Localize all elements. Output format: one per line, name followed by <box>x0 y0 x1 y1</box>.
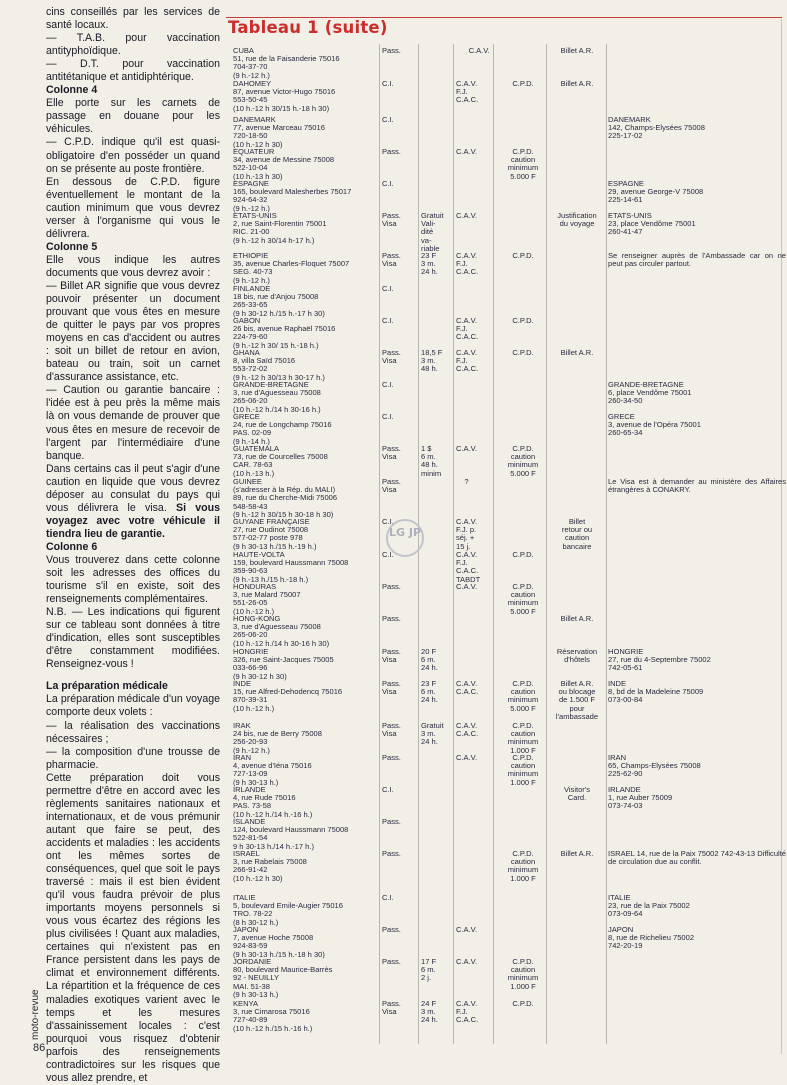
section-heading <box>46 541 220 554</box>
row-document: Pass. Visa <box>382 348 401 366</box>
row-document: C.I. <box>382 284 394 293</box>
paragraph-text: N.B. — Les indications qui figurent sur ce tableau sont données à titre d'indication, elles sont susceptibles d'être constamment modifiées. Renseignez-vous ! <box>46 606 220 671</box>
row-document: Pass. <box>382 582 401 591</box>
article-paragraph <box>46 693 220 719</box>
library-stamp: LG JP <box>386 519 424 557</box>
row-other-documents: Billet A.R. <box>560 46 594 55</box>
row-cpd-caution: C.P.D. <box>512 79 534 88</box>
row-country-address: ETATS-UNIS 2, rue Saint-Florentin 75001 RIC. 21-00 (9 h.-12 h 30/14 h-17 h.) <box>233 211 327 245</box>
row-country-address: INDE 15, rue Alfred-Dehodencq 75016 870-39-31 (10 h.-12 h.) <box>233 679 343 713</box>
row-document: Pass. <box>382 957 401 966</box>
row-visa-fee: 23 F 6 m. 24 h. <box>421 679 438 705</box>
row-country-address: HONDURAS 3, rue Malard 75007 551-26-05 (10 h.-12 h.) <box>233 582 301 616</box>
row-country-address: DANEMARK 77, avenue Marceau 75016 720-18-50 (10 h.-12 h 30) <box>233 115 325 149</box>
article-paragraph <box>46 606 220 671</box>
article-paragraph <box>46 280 220 384</box>
paragraph-text: Colonne 6 <box>46 540 98 553</box>
row-document: Pass. Visa <box>382 444 401 462</box>
row-country-address: ETHIOPIE 35, avenue Charles-Floquet 75007 SEG. 40-73 (9 h.-12 h.) <box>233 251 350 285</box>
paragraph-text: La préparation médicale <box>46 680 168 693</box>
row-country-address: FINLANDE 18 bis, rue d'Anjou 75008 265-33-65 (9 h 30-12 h./15 h.-17 h 30) <box>233 284 325 318</box>
row-visa-fee: 20 F 6 m. 24 h. <box>421 647 438 673</box>
row-other-documents: Billet A.R. <box>560 348 594 357</box>
article-paragraph <box>46 463 220 541</box>
paragraph-text: Elle porte sur les carnets de passage en douane pour les véhicules. <box>46 97 220 136</box>
article-paragraph <box>46 97 220 136</box>
row-country-address: JAPON 7, avenue Hoche 75008 924-83-59 (9 h 30-13 h./15 h.-18 h 30) <box>233 925 325 959</box>
article-paragraph <box>46 554 220 606</box>
row-document: C.I. <box>382 785 394 794</box>
paragraph-text: cins conseillés par les services de santé locaux. <box>46 6 220 32</box>
row-formalities: C.A.V. <box>456 147 478 156</box>
paragraph-text: La préparation médicale d'un voyage comporte deux volets : <box>46 693 220 719</box>
row-visa-fee: 1 $ 6 m. 48 h. minim <box>421 444 442 478</box>
paragraph-text: — C.P.D. indique qu'il est quasi-obligatoire d'en posséder un quand on se présente au poste frontière. <box>46 136 220 175</box>
article-paragraph <box>46 136 220 175</box>
row-formalities: ? <box>456 477 469 486</box>
row-visa-fee: 18,5 F 3 m. 48 h. <box>421 348 443 374</box>
row-formalities: C.A.V. <box>456 46 490 55</box>
section-heading <box>46 241 220 254</box>
row-formalities: C.A.V. C.A.C. <box>456 721 479 739</box>
row-document: C.I. <box>382 550 394 559</box>
row-document: C.I. <box>382 517 394 526</box>
row-other-documents: Visitor's Card. <box>563 785 591 803</box>
row-country-address: CUBA 51, rue de la Faisanderie 75016 704-37-70 (9 h.-12 h.) <box>233 46 340 80</box>
row-country-address: GUATEMALA 73, rue de Courcelles 75008 CAR. 78-63 (10 h.-13 h.) <box>233 444 328 478</box>
row-document: C.I. <box>382 179 394 188</box>
row-document: Pass. Visa <box>382 251 401 269</box>
row-formalities: C.A.V. F.J. C.A.C. <box>456 999 479 1025</box>
row-formalities: C.A.V. F.J. C.A.C. <box>456 348 479 374</box>
row-country-address: HONG-KONG 3, rue d'Aguesseau 75008 265-06-20 (10 h.-12 h./14 h 30-16 h 30) <box>233 614 330 648</box>
paragraph-text: — la réalisation des vaccinations nécessaires ; <box>46 719 220 745</box>
paragraph-text: — Billet AR signifie que vous devrez pouvoir présenter un document prouvant que vous êtes en mesure de quitter le pays par vos propres moyens en cas d'accident ou autres : soit un billet de retour en avion, bateau ou train, soit un carnet d'assurance assistance, etc. <box>46 279 220 384</box>
article-paragraph <box>46 6 220 32</box>
row-country-address: DAHOMEY 87, avenue Victor-Hugo 75016 553-50-45 (10 h.-12 h 30/15 h.-18 h 30) <box>233 79 336 113</box>
row-other-documents: Réservation d'hôtels <box>556 647 598 665</box>
row-country-address: GHANA 8, villa Saïd 75016 553-72-02 (9 h.-12 h 30/13 h 30-17 h.) <box>233 348 325 382</box>
row-country-address: HAUTE-VOLTA 159, boulevard Haussmann 75008 359-90-63 (9 h.-13 h./15 h.-18 h.) <box>233 550 349 584</box>
row-formalities: C.A.V. F.J. C.A.C. <box>456 251 479 277</box>
row-other-documents: Billet A.R. <box>560 79 594 88</box>
row-country-address: ISRAEL 3, rue Rabelais 75008 266-91-42 (10 h.-12 h 30) <box>233 849 307 883</box>
row-country-address: GUINEE (s'adresser à la Rép. du MALI) 89, rue du Cherche-Midi 75006 548-58-43 (9 h.-12 h 30/15 h 30-18 h 30) <box>233 477 338 519</box>
magazine-name: moto-revue <box>30 989 41 1040</box>
row-country-address: GABON 26 bis, avenue Raphaël 75016 224-79-60 (9 h.-12 h 30/ 15 h.-18 h.) <box>233 316 336 350</box>
row-tourism-office: JAPON 8, rue de Richelieu 75002 742-20-19 <box>608 925 695 951</box>
row-cpd-caution: C.P.D. caution minimum 5.000 F <box>507 582 539 616</box>
row-other-documents: Billet A.R. <box>560 614 594 623</box>
row-country-address: ISLANDE 124, boulevard Haussmann 75008 522-81-54 9 h 30-13 h./14 h.-17 h.) <box>233 817 349 851</box>
row-document: Pass. Visa <box>382 211 401 229</box>
row-cpd-caution: C.P.D. <box>512 251 534 260</box>
article-paragraph <box>46 772 220 1085</box>
row-tourism-office: DANEMARK 142, Champs-Elysées 75008 225-17-02 <box>608 115 705 141</box>
article-paragraph <box>46 254 220 280</box>
row-country-address: GRANDE-BRETAGNE 3, rue d'Aguesseau 75008 265-06-20 (10 h.-12 h./14 h 30-16 h.) <box>233 380 321 414</box>
row-formalities: C.A.V. <box>456 211 478 220</box>
row-tourism-office: ITALIE 23, rue de la Paix 75002 073-09-64 <box>608 893 690 919</box>
row-document: Pass. Visa <box>382 477 401 495</box>
row-visa-fee: 17 F 6 m. 2 j. <box>421 957 437 983</box>
paragraph-text: Elle vous indique les autres documents que vous devrez avoir : <box>46 253 220 279</box>
row-document: Pass. Visa <box>382 999 401 1017</box>
row-country-address: IRLANDE 4, rue Rude 75016 PAS. 73-58 (10 h.-12 h./14 h.-16 h.) <box>233 785 313 819</box>
row-tourism-office: IRAN 65, Champs-Elysées 75008 225-62-90 <box>608 753 701 779</box>
article-paragraph <box>46 32 220 58</box>
row-formalities: C.A.V. <box>456 753 478 762</box>
paragraph-text: Cette préparation doit vous permettre d'être en accord avec les règlements sanitaires nationaux et internationaux, et de vous prémunir autant que faire se peut, des accidents et maladies : les accidents ont les mêmes sortes de conséquences, quel que soit le pays traversé : mais il est bien évident qu'il vous faudra prévoir de plus importants moyens personnels si vous vous écartez des régions les plus civilisées ! Quant aux maladies, certaines qui n'existent pas en France persistent dans les pays de climat et environnement différents. La répartition et la fréquence de ces maladies exotiques varient avec le temps et les mesures d'assainissement locales : c'est pourquoi vous risquez d'obtenir parfois des renseignements contradictoires sur les risques que vous allez prendre, et <box>46 771 220 1084</box>
row-document: Pass. Visa <box>382 647 401 665</box>
paragraph-text: — D.T. pour vaccination antitétanique et antidiphtérique. <box>46 58 220 84</box>
row-country-address: KENYA 3, rue Cimarosa 75016 727-40-89 (10 h.-12 h./15 h.-16 h.) <box>233 999 313 1033</box>
row-cpd-caution: C.P.D. caution minimum 1.000 F <box>507 753 539 787</box>
row-other-documents: Billet A.R. ou blocage de 1.500 F pour l'ambassade <box>555 679 599 721</box>
row-country-address: GUYANE FRANÇAISE 27, rue Oudinot 75008 577-02-77 poste 978 (9 h 30-13 h./15 h.-19 h.) <box>233 517 317 551</box>
row-tourism-office: Le Visa est à demander au ministère des Affaires étrangères à CONAKRY. <box>608 477 786 495</box>
article-paragraph <box>46 746 220 772</box>
row-tourism-office: IRLANDE 1, rue Auber 75009 073-74-03 <box>608 785 673 811</box>
row-cpd-caution: C.P.D. caution minimum 5.000 F <box>507 679 539 713</box>
row-formalities: C.A.V. <box>456 582 478 591</box>
row-cpd-caution: C.P.D. caution minimum 1.000 F <box>507 721 539 755</box>
paragraph-text: — Caution ou garantie bancaire : l'idée est à peu près la même mais là on vous demande de prouver que vous êtes en mesure de recevoir de l'argent par l'intermédiaire d'une banque. <box>46 384 220 462</box>
article-column <box>46 6 220 1085</box>
row-document: Pass. Visa <box>382 721 401 739</box>
row-cpd-caution: C.P.D. <box>512 550 534 559</box>
row-cpd-caution: C.P.D. caution minimum 1.000 F <box>507 957 539 991</box>
row-visa-fee: 23 F 3 m. 24 h. <box>421 251 438 277</box>
row-cpd-caution: C.P.D. <box>512 348 534 357</box>
paragraph-text: Colonne 4 <box>46 84 98 97</box>
row-formalities: C.A.V. F.J. C.A.C. TABDT <box>456 550 481 584</box>
table-title: Tableau 1 (suite) <box>228 18 388 37</box>
paragraph-bold-text: Si vous voyagez avec votre véhicule il tiendra lieu de garantie. <box>46 501 220 540</box>
row-document: C.I. <box>382 316 394 325</box>
section-heading <box>46 680 220 693</box>
row-document: C.I. <box>382 79 394 88</box>
paragraph-text: — T.A.B. pour vaccination antityphoïdique. <box>46 32 220 58</box>
row-country-address: ITALIE 5, boulevard Emile-Augier 75016 TRO. 78-22 (8 h 30-12 h.) <box>233 893 343 927</box>
row-visa-fee: 24 F 3 m. 24 h. <box>421 999 438 1025</box>
article-paragraph <box>46 720 220 746</box>
row-cpd-caution: C.P.D. <box>512 999 534 1008</box>
section-heading <box>46 84 220 97</box>
row-country-address: JORDANIE 80, boulevard Maurice-Barrès 92 - NEUILLY MAI. 51-38 (9 h 30-13 h.) <box>233 957 333 999</box>
row-document: Pass. <box>382 753 401 762</box>
row-document: Pass. <box>382 614 401 623</box>
row-formalities: C.A.V. F.J. C.A.C. <box>456 316 479 342</box>
paragraph-text: Vous trouverez dans cette colonne soit les adresses des offices du tourisme s'il en existe, soit des renseignements complémentaires. <box>46 553 220 606</box>
row-country-address: IRAK 24 bis, rue de Berry 75008 256-20-93 (9 h.-12 h.) <box>233 721 322 755</box>
row-document: C.I. <box>382 380 394 389</box>
row-cpd-caution: C.P.D. caution minimum 5.000 F <box>507 147 539 181</box>
page-number: 86 <box>33 1042 46 1054</box>
row-document: Pass. <box>382 147 401 156</box>
row-formalities: C.A.V. F.J. C.A.C. <box>456 79 479 105</box>
row-other-documents: Justification du voyage <box>557 211 597 229</box>
row-other-documents: Billet retour ou caution bancaire <box>561 517 593 551</box>
article-paragraph <box>46 58 220 84</box>
row-cpd-caution: C.P.D. caution minimum 1.000 F <box>507 849 539 883</box>
page-edge <box>781 19 782 1054</box>
paragraph-text: — la composition d'une trousse de pharmacie. <box>46 745 220 771</box>
row-country-address: GRECE 24, rue de Longchamp 75016 PAS. 02-09 (9 h.-14 h.) <box>233 412 332 446</box>
row-cpd-caution: C.P.D. caution minimum 5.000 F <box>507 444 539 478</box>
row-formalities: C.A.V. C.A.C. <box>456 679 479 697</box>
row-country-address: EQUATEUR 34, avenue de Messine 75008 522-10-04 (10 h.-13 h 30) <box>233 147 335 181</box>
row-tourism-office: GRANDE-BRETAGNE 6, place Vendôme 75001 260-34-50 <box>608 380 692 406</box>
row-document: C.I. <box>382 115 394 124</box>
row-document: Pass. <box>382 849 401 858</box>
row-visa-fee: Gratuit 3 m. 24 h. <box>421 721 444 747</box>
column-divider <box>493 44 494 1044</box>
row-tourism-office: ISRAEL 14, rue de la Paix 75002 742-43-13 Difficulté de circulation due au conflit. <box>608 849 786 867</box>
row-tourism-office: Se renseigner auprès de l'Ambassade car on ne peut pas circuler partout. <box>608 251 786 269</box>
row-formalities: C.A.V. <box>456 444 478 453</box>
paragraph-text: En dessous de C.P.D. figure éventuellement le montant de la caution minimum que vous devrez verser à l'organisme qui vous le délivrera. <box>46 175 220 240</box>
row-formalities: C.A.V. F.J. p. séj. + 15 j. <box>456 517 478 551</box>
row-tourism-office: GRECE 3, avenue de l'Opéra 75001 260-65-34 <box>608 412 701 438</box>
row-document: C.I. <box>382 893 394 902</box>
paragraph-text: Dans certains cas il peut s'agir d'une caution en liquide que vous devrez déposer au consulat du pays qui vous délivrera le visa. <box>46 462 220 514</box>
row-cpd-caution: C.P.D. <box>512 316 534 325</box>
article-paragraph <box>46 384 220 462</box>
row-document: C.I. <box>382 412 394 421</box>
row-document: Pass. <box>382 925 401 934</box>
row-document: Pass. <box>382 817 401 826</box>
row-country-address: IRAN 4, avenue d'Iéna 75016 727-13-09 (9 h 30-13 h.) <box>233 753 312 787</box>
row-formalities: C.A.V. <box>456 957 478 966</box>
paragraph-text: Colonne 5 <box>46 240 98 253</box>
row-tourism-office: INDE 8, bd de la Madeleine 75009 073-00-84 <box>608 679 704 705</box>
article-paragraph <box>46 176 220 241</box>
row-formalities: C.A.V. <box>456 925 478 934</box>
row-country-address: ESPAGNE 165, boulevard Malesherbes 75017 924-64-32 (9 h.-12 h.) <box>233 179 352 213</box>
row-document: Pass. <box>382 46 401 55</box>
row-country-address: HONGRIE 326, rue Saint-Jacques 75005 033-66-96 (9 h 30-12 h 30) <box>233 647 334 681</box>
row-other-documents: Billet A.R. <box>560 849 594 858</box>
row-tourism-office: ETATS-UNIS 23, place Vendôme 75001 260-41-47 <box>608 211 696 237</box>
row-visa-fee: Gratuit Vali- dité va- riable <box>421 211 444 253</box>
row-document: Pass. Visa <box>382 679 401 697</box>
row-tourism-office: ESPAGNE 29, avenue George-V 75008 225-14-61 <box>608 179 704 205</box>
row-tourism-office: HONGRIE 27, rue du 4-Septembre 75002 742-05-61 <box>608 647 711 673</box>
column-divider <box>453 44 454 1044</box>
column-divider <box>379 44 380 1044</box>
